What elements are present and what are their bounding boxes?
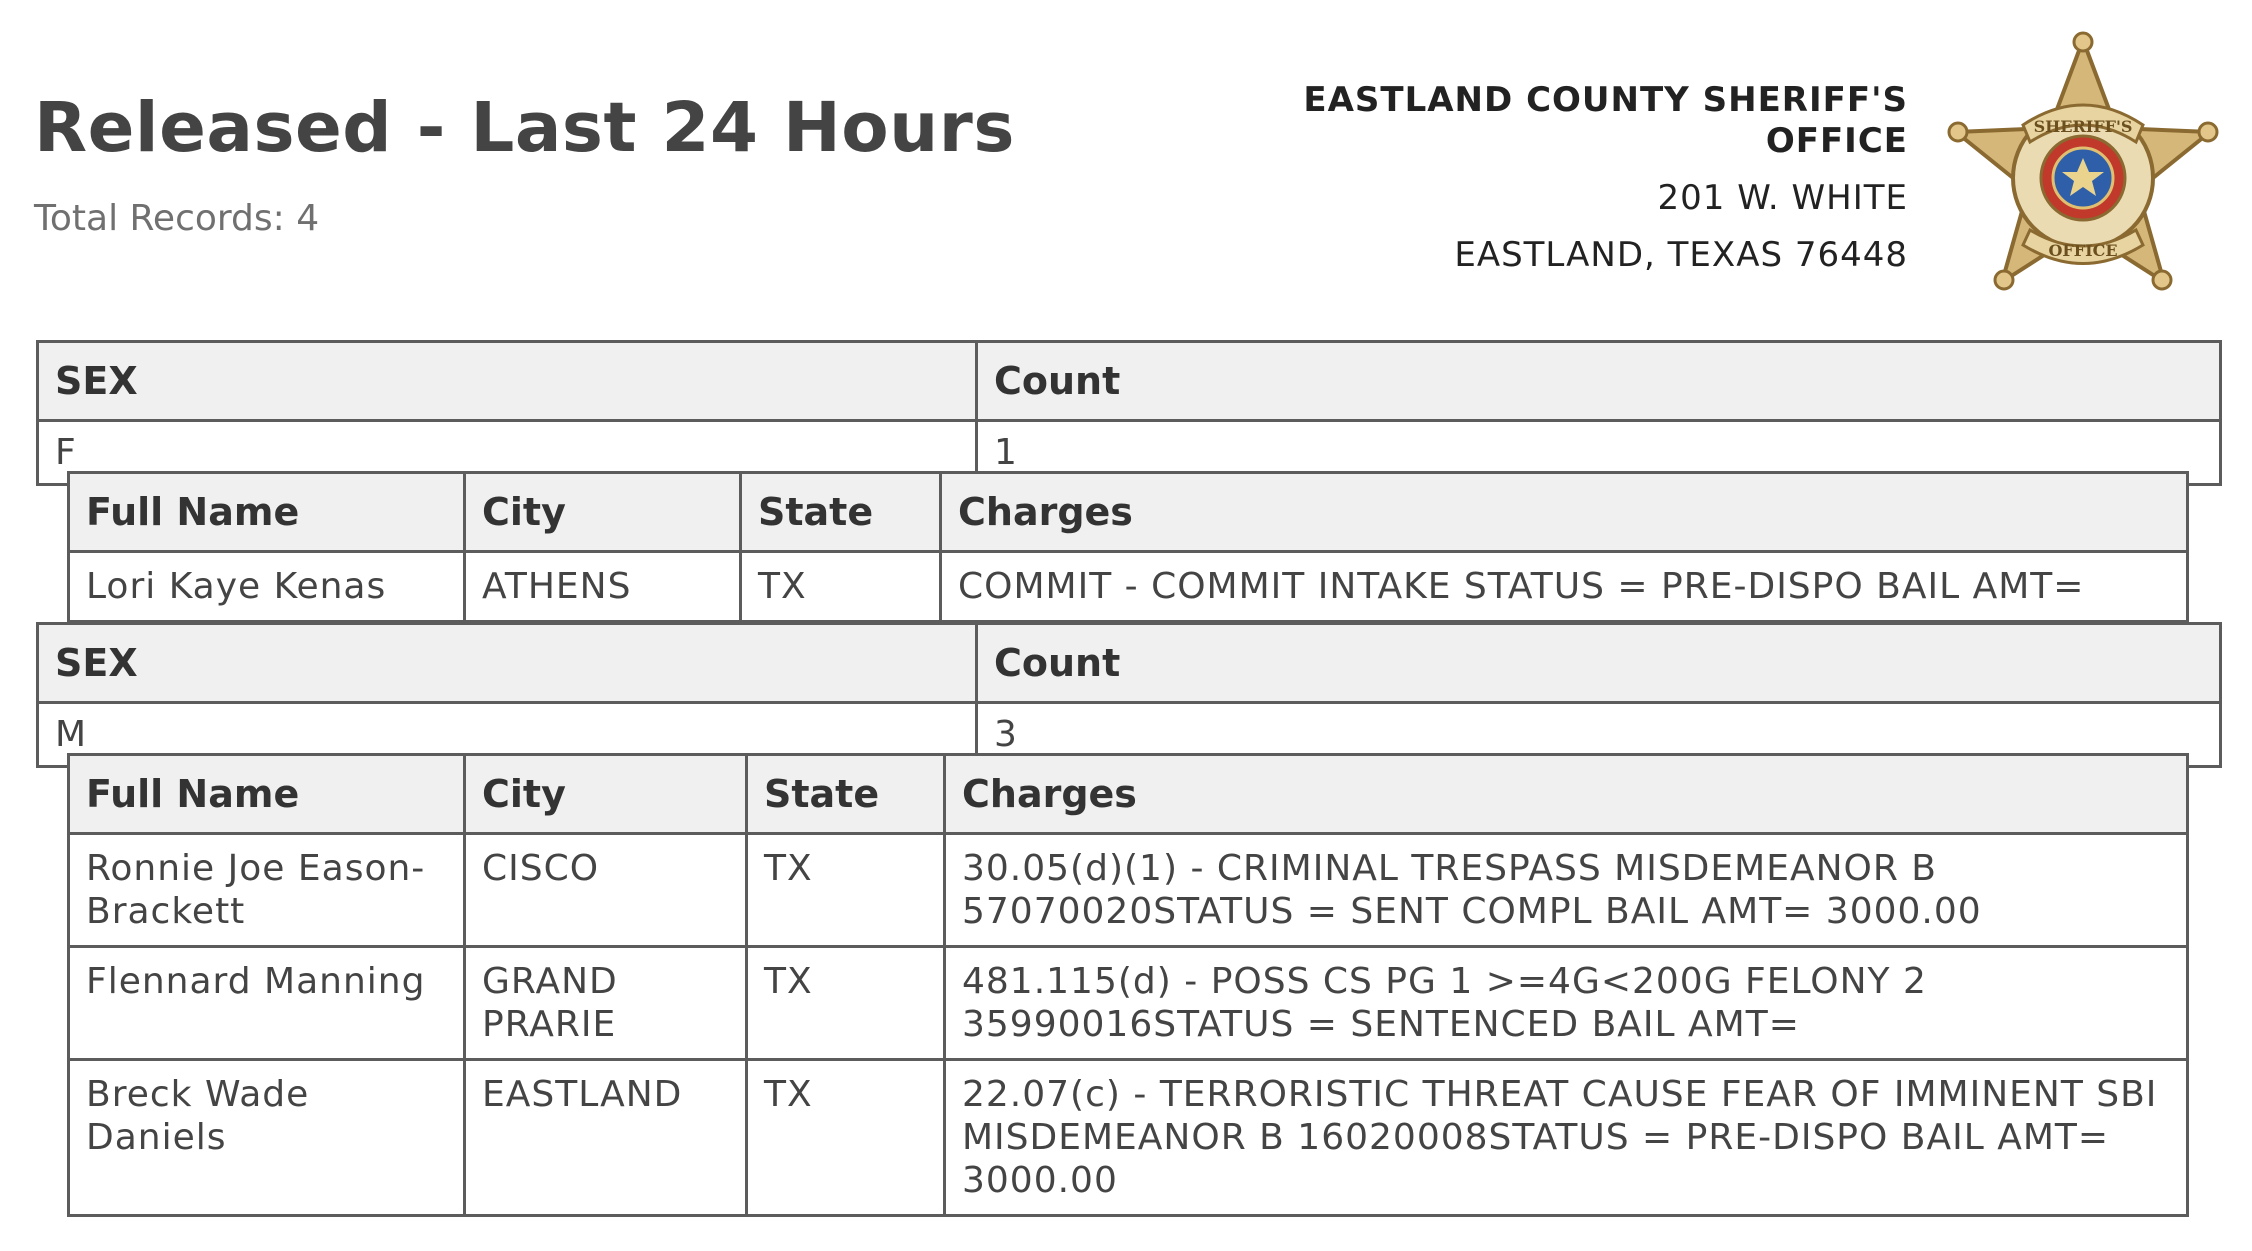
col-header-city: City <box>465 473 741 552</box>
col-header-sex: SEX <box>38 624 977 703</box>
col-header-charges: Charges <box>945 755 2188 834</box>
col-header-full-name: Full Name <box>69 473 465 552</box>
col-header-city: City <box>465 755 747 834</box>
group-table-f <box>36 340 2222 486</box>
cell-full-name: Flennard Manning <box>69 947 465 1060</box>
table-row <box>69 1060 2188 1216</box>
cell-state: TX <box>747 947 945 1060</box>
col-header-full-name: Full Name <box>69 755 465 834</box>
cell-city: GRAND PRARIE <box>465 947 747 1060</box>
office-name-line2: OFFICE <box>1765 121 1908 161</box>
cell-charges: COMMIT - COMMIT INTAKE STATUS = PRE-DISPO BAIL AMT= <box>941 552 2188 622</box>
col-header-sex: SEX <box>38 342 977 421</box>
badge-text-bottom: OFFICE <box>2048 241 2118 260</box>
page-title: Released - Last 24 Hours <box>34 88 1015 168</box>
cell-charges: 481.115(d) - POSS CS PG 1 >=4G<200G FELONY 2 35990016STATUS = SENTENCED BAIL AMT= <box>945 947 2188 1060</box>
total-records: Total Records: 4 <box>34 198 320 239</box>
table-row <box>69 834 2188 947</box>
col-header-state: State <box>741 473 941 552</box>
cell-city: EASTLAND <box>465 1060 747 1216</box>
cell-full-name: Breck Wade Daniels <box>69 1060 465 1216</box>
office-name-line1: EASTLAND COUNTY SHERIFF'S <box>1303 80 1908 120</box>
cell-state: TX <box>747 834 945 947</box>
group-table-m <box>36 622 2222 768</box>
cell-charges: 30.05(d)(1) - CRIMINAL TRESPASS MISDEMEANOR B 57070020STATUS = SENT COMPL BAIL AMT= 3000.00 <box>945 834 2188 947</box>
group-count-value: 1 <box>977 421 2221 485</box>
cell-city: CISCO <box>465 834 747 947</box>
col-header-count: Count <box>977 624 2221 703</box>
cell-full-name: Ronnie Joe Eason-Brackett <box>69 834 465 947</box>
group-sex-value: F <box>38 421 977 485</box>
office-address-line2: EASTLAND, TEXAS 76448 <box>1454 235 1908 275</box>
group-sex-value: M <box>38 703 977 767</box>
col-header-count: Count <box>977 342 2221 421</box>
detail-table-f <box>67 471 2189 623</box>
group-count-value: 3 <box>977 703 2221 767</box>
office-info <box>1303 80 1908 276</box>
badge-text-top: SHERIFF'S <box>2033 117 2133 136</box>
table-row <box>69 552 2188 622</box>
detail-table-m <box>67 753 2189 1217</box>
cell-full-name: Lori Kaye Kenas <box>69 552 465 622</box>
cell-state: TX <box>741 552 941 622</box>
col-header-charges: Charges <box>941 473 2188 552</box>
cell-city: ATHENS <box>465 552 741 622</box>
office-address-line1: 201 W. WHITE <box>1657 178 1908 218</box>
table-row <box>69 947 2188 1060</box>
cell-state: TX <box>747 1060 945 1216</box>
sheriff-star-badge-icon <box>1938 30 2228 305</box>
cell-charges: 22.07(c) - TERRORISTIC THREAT CAUSE FEAR OF IMMINENT SBI MISDEMEANOR B 16020008STATUS = PRE-DISPO BAIL AMT= 3000.00 <box>945 1060 2188 1216</box>
col-header-state: State <box>747 755 945 834</box>
